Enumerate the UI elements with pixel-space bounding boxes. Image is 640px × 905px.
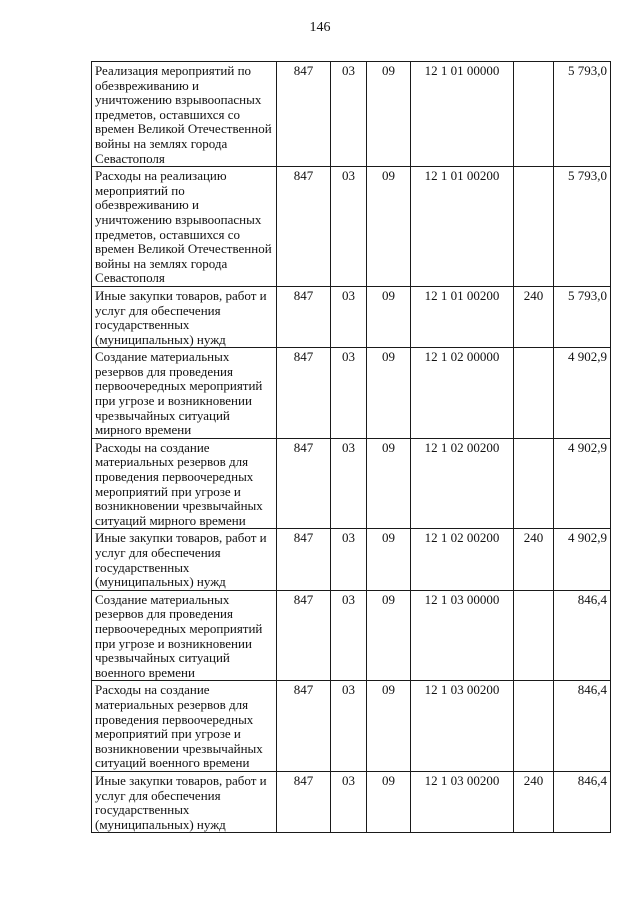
- department-code-cell: 847: [277, 62, 331, 167]
- target-article-cell: 12 1 02 00000: [411, 348, 514, 439]
- subsection-code-cell: 09: [367, 286, 411, 347]
- expense-type-cell: 240: [514, 771, 554, 832]
- department-code-cell: 847: [277, 681, 331, 772]
- amount-cell: 846,4: [554, 771, 611, 832]
- amount-cell: 5 793,0: [554, 62, 611, 167]
- subsection-code-cell: 09: [367, 348, 411, 439]
- section-code-cell: 03: [331, 62, 367, 167]
- section-code-cell: 03: [331, 348, 367, 439]
- section-code-cell: 03: [331, 590, 367, 681]
- table-row: [92, 62, 611, 167]
- amount-cell: 846,4: [554, 590, 611, 681]
- amount-cell: 4 902,9: [554, 348, 611, 439]
- section-code-cell: 03: [331, 681, 367, 772]
- budget-table: [91, 61, 611, 833]
- amount-cell: 5 793,0: [554, 286, 611, 347]
- table-row: [92, 590, 611, 681]
- department-code-cell: 847: [277, 771, 331, 832]
- target-article-cell: 12 1 01 00200: [411, 167, 514, 287]
- table-row: [92, 438, 611, 529]
- table-row: [92, 771, 611, 832]
- expense-name-cell: Создание материальных резервов для проведения первоочередных мероприятий при угрозе и возникновении чрезвычайных ситуаций военного времени: [92, 590, 277, 681]
- expense-type-cell: 240: [514, 529, 554, 590]
- subsection-code-cell: 09: [367, 681, 411, 772]
- department-code-cell: 847: [277, 590, 331, 681]
- department-code-cell: 847: [277, 348, 331, 439]
- expense-name-cell: Создание материальных резервов для проведения первоочередных мероприятий при угрозе и возникновении чрезвычайных ситуаций мирного времени: [92, 348, 277, 439]
- subsection-code-cell: 09: [367, 438, 411, 529]
- section-code-cell: 03: [331, 438, 367, 529]
- page-number: 146: [309, 20, 331, 35]
- target-article-cell: 12 1 03 00000: [411, 590, 514, 681]
- department-code-cell: 847: [277, 529, 331, 590]
- subsection-code-cell: 09: [367, 771, 411, 832]
- expense-type-cell: [514, 167, 554, 287]
- section-code-cell: 03: [331, 529, 367, 590]
- expense-name-cell: Иные закупки товаров, работ и услуг для обеспечения государственных (муниципальных) нужд: [92, 771, 277, 832]
- target-article-cell: 12 1 01 00000: [411, 62, 514, 167]
- expense-name-cell: Расходы на создание материальных резервов для проведения первоочередных мероприятий при угрозе и возникновении чрезвычайных ситуаций мирного времени: [92, 438, 277, 529]
- expense-type-cell: [514, 590, 554, 681]
- amount-cell: 846,4: [554, 681, 611, 772]
- subsection-code-cell: 09: [367, 62, 411, 167]
- expense-type-cell: [514, 348, 554, 439]
- expense-name-cell: Реализация мероприятий по обезвреживанию и уничтожению взрывоопасных предметов, оставшихся со времен Великой Отечественной войны на землях города Севастополя: [92, 62, 277, 167]
- expense-name-cell: Расходы на реализацию мероприятий по обезвреживанию и уничтожению взрывоопасных предметов, оставшихся со времен Великой Отечественной войны на землях города Севастополя: [92, 167, 277, 287]
- section-code-cell: 03: [331, 771, 367, 832]
- target-article-cell: 12 1 02 00200: [411, 438, 514, 529]
- subsection-code-cell: 09: [367, 590, 411, 681]
- table-row: [92, 348, 611, 439]
- amount-cell: 5 793,0: [554, 167, 611, 287]
- department-code-cell: 847: [277, 286, 331, 347]
- department-code-cell: 847: [277, 167, 331, 287]
- expense-type-cell: [514, 438, 554, 529]
- expense-type-cell: [514, 62, 554, 167]
- section-code-cell: 03: [331, 286, 367, 347]
- target-article-cell: 12 1 03 00200: [411, 681, 514, 772]
- table-row: [92, 681, 611, 772]
- section-code-cell: 03: [331, 167, 367, 287]
- department-code-cell: 847: [277, 438, 331, 529]
- table-row: [92, 286, 611, 347]
- amount-cell: 4 902,9: [554, 438, 611, 529]
- subsection-code-cell: 09: [367, 167, 411, 287]
- expense-name-cell: Расходы на создание материальных резервов для проведения первоочередных мероприятий при угрозе и возникновении чрезвычайных ситуаций военного времени: [92, 681, 277, 772]
- expense-type-cell: 240: [514, 286, 554, 347]
- target-article-cell: 12 1 01 00200: [411, 286, 514, 347]
- table-row: [92, 529, 611, 590]
- target-article-cell: 12 1 02 00200: [411, 529, 514, 590]
- subsection-code-cell: 09: [367, 529, 411, 590]
- target-article-cell: 12 1 03 00200: [411, 771, 514, 832]
- expense-name-cell: Иные закупки товаров, работ и услуг для обеспечения государственных (муниципальных) нужд: [92, 286, 277, 347]
- table-row: [92, 167, 611, 287]
- expense-name-cell: Иные закупки товаров, работ и услуг для обеспечения государственных (муниципальных) нужд: [92, 529, 277, 590]
- expense-type-cell: [514, 681, 554, 772]
- amount-cell: 4 902,9: [554, 529, 611, 590]
